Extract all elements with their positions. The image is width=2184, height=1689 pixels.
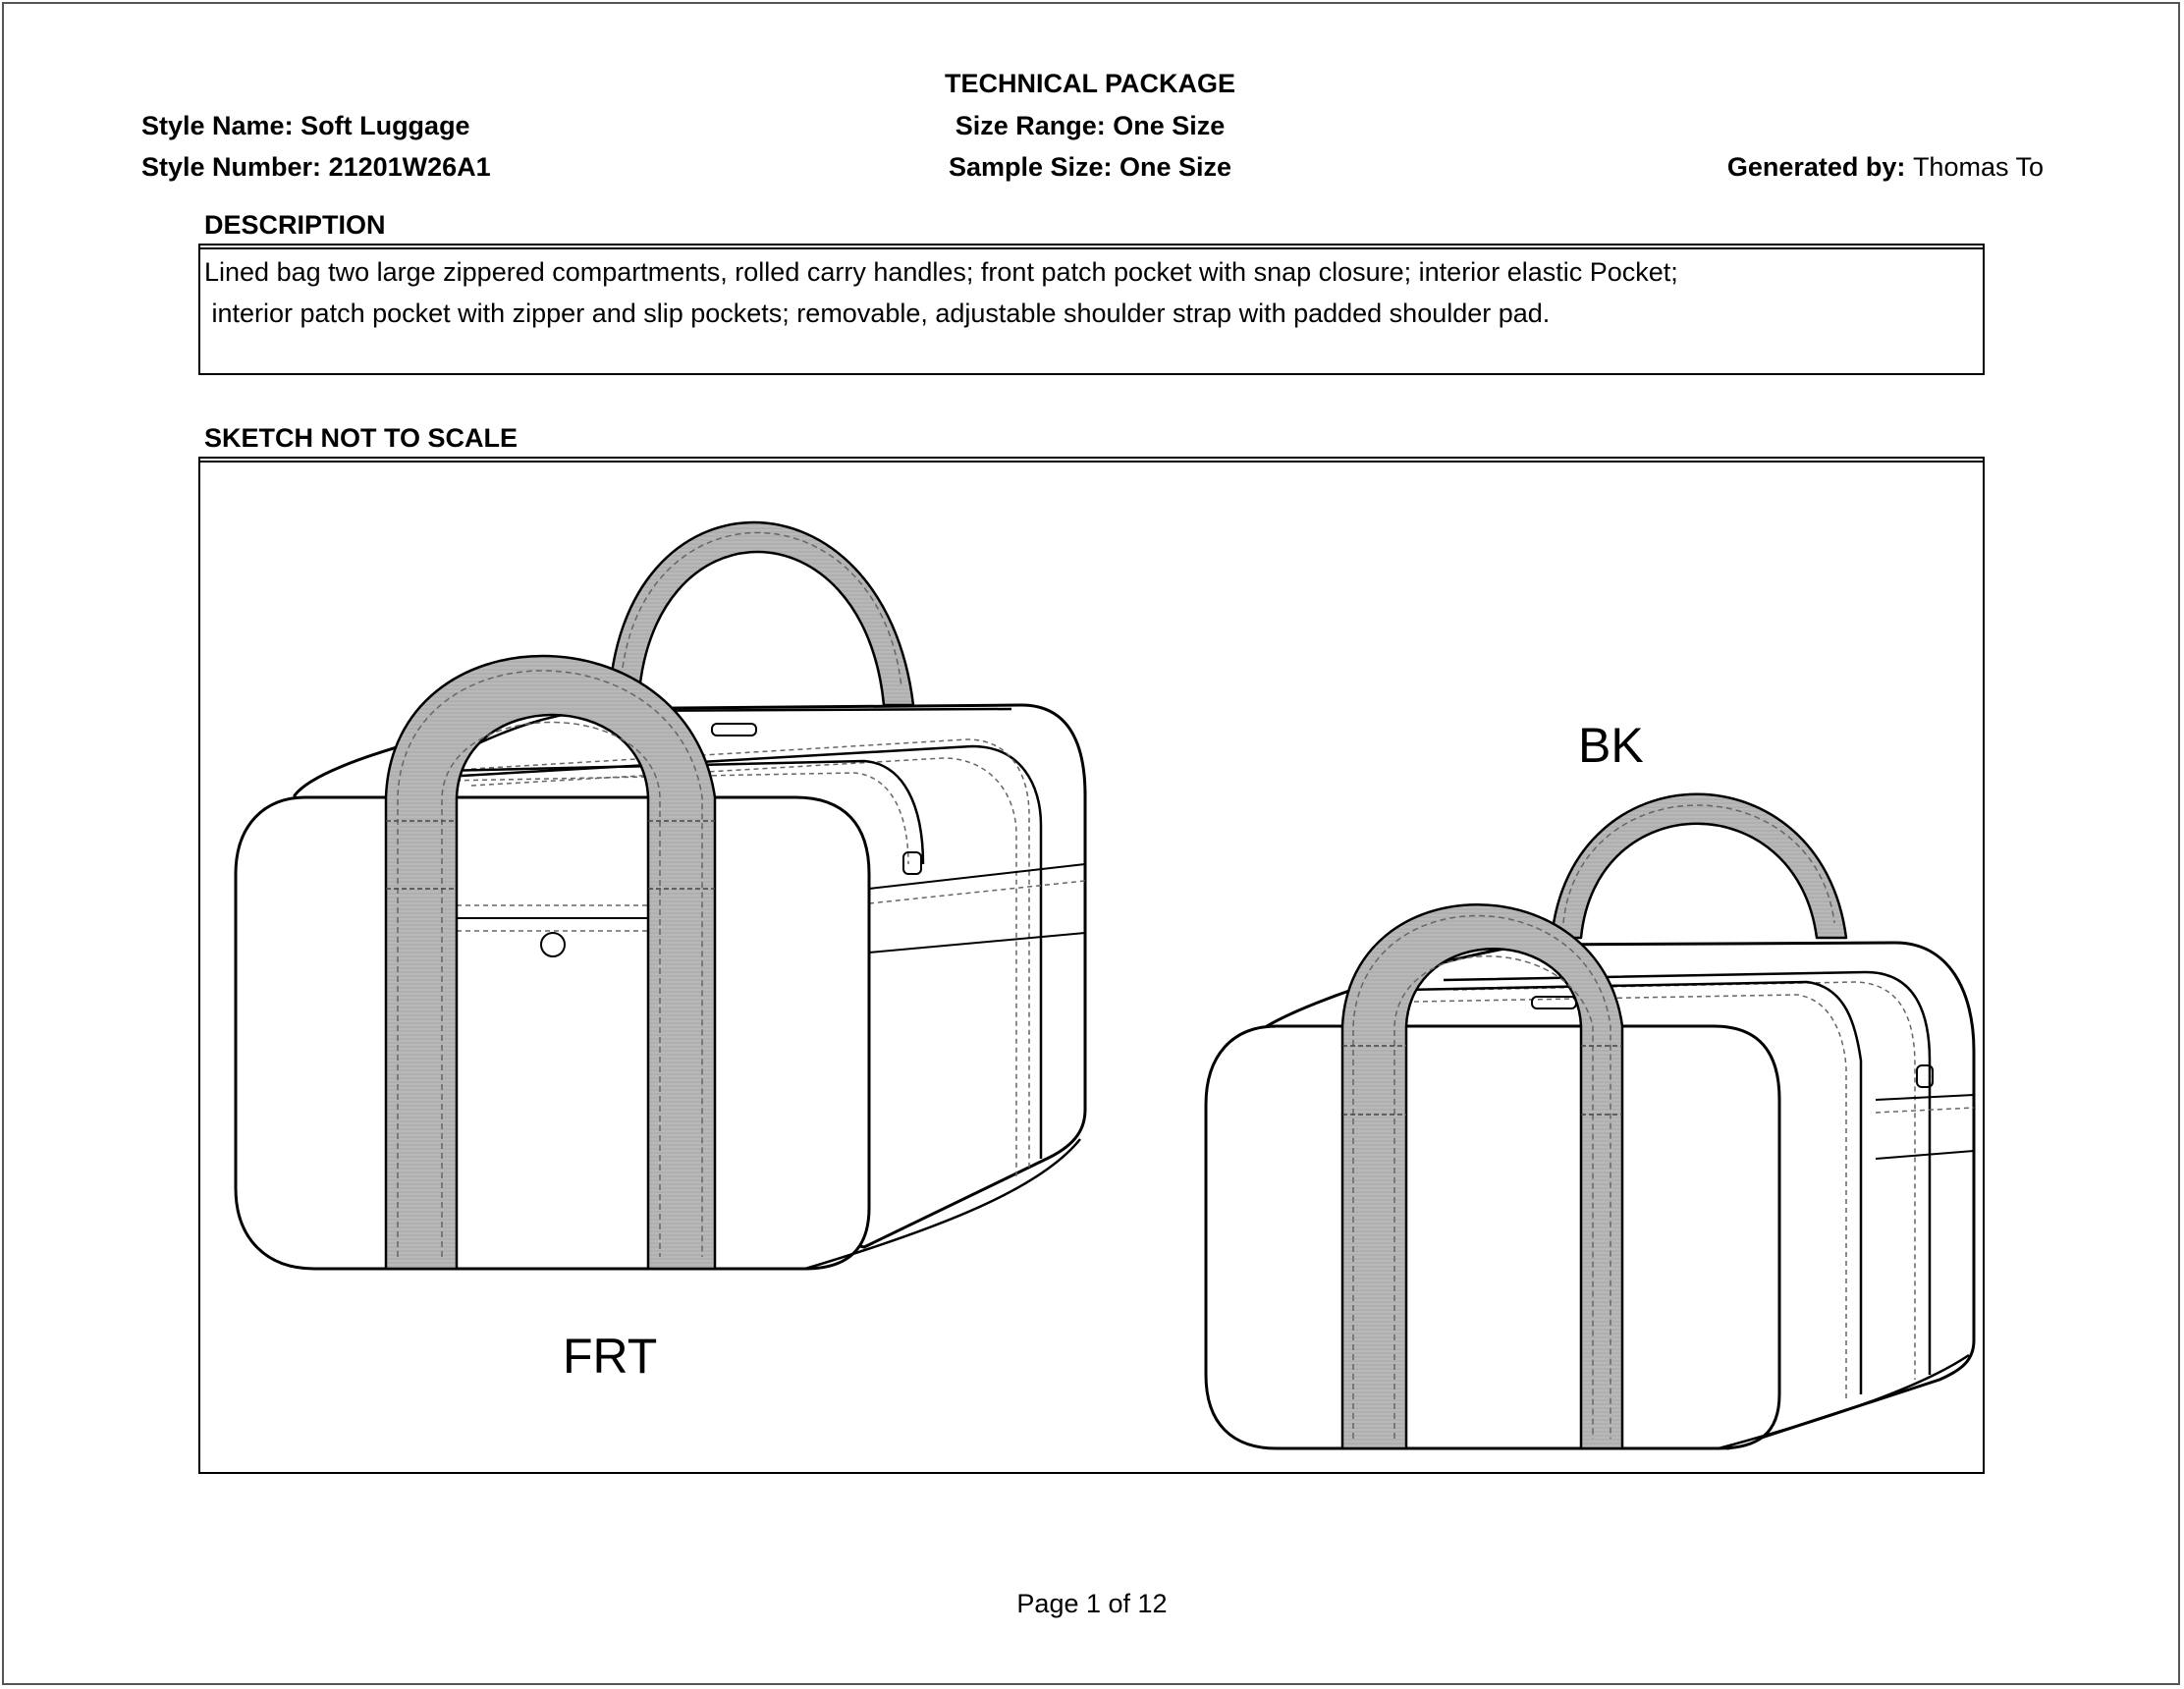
front-view-label: FRT [563,1329,658,1384]
description-heading: DESCRIPTION [204,210,386,240]
style-name-label: Style Name: [141,111,294,140]
description-line-2: interior patch pocket with zipper and slip pockets; removable, adjustable shoulder strap with padded shoulder pad. [204,299,1551,328]
generated-by-label: Generated by: [1726,152,1906,182]
style-number-value: 21201W26A1 [328,152,491,182]
back-bag-sketch [1206,794,1974,1448]
sample-size-value: One Size [1119,152,1232,182]
back-view-label: BK [1578,718,1644,773]
sketch-heading: SKETCH NOT TO SCALE [204,423,519,453]
document-title: TECHNICAL PACKAGE [944,69,1235,98]
page-number: Page 1 of 12 [1016,1589,1168,1618]
size-range-value: One Size [1113,111,1226,140]
front-bag-sketch [236,522,1085,1269]
style-name-value: Soft Luggage [300,111,470,140]
sample-size-label: Sample Size: [948,152,1113,182]
style-number-label: Style Number: [141,152,322,182]
description-line-1: Lined bag two large zippered compartments, rolled carry handles; front patch pocket with snap closure; interior elastic Pocket; [204,257,1678,287]
generated-by-value: Thomas To [1912,152,2044,182]
size-range-label: Size Range: [955,111,1106,140]
